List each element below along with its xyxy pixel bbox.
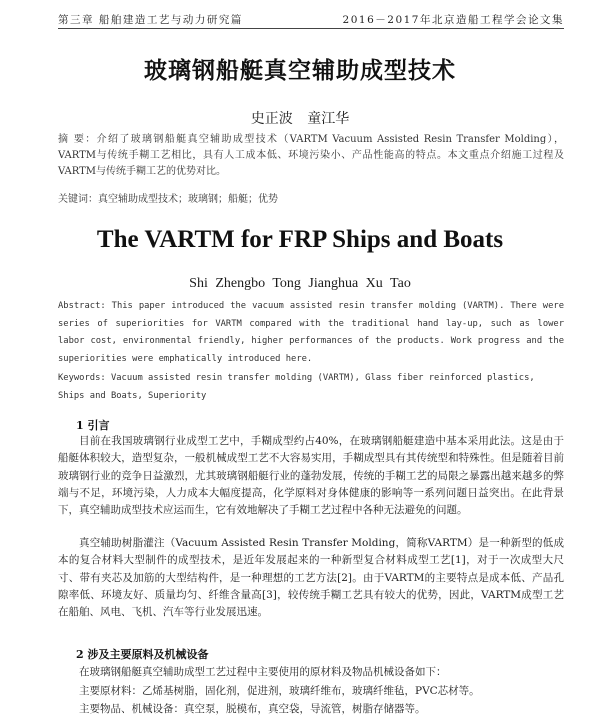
chinese-abstract-label: 摘 要：	[58, 134, 97, 145]
section-1-paragraph-2: 真空辅助树脂灌注（Vacuum Assisted Resin Transfer Molding，简称VARTM）是一种新型的低成本的复合材料大型制件的成型技术，是近年发展起来的一种新型复合材料成型工艺[1]，对于一次成型大尺寸、带有夹芯及加筋的大型结构件，是一种理想的工艺方法[2]。由于VARTM的主要特点是成本低、产品孔隙率低、环境友好、质量均匀、纤维含量高[3]，较传统手糊工艺具有较大的优势，因此，VARTM成型工艺在船舶、风电、飞机、汽车等行业发展迅速。	[58, 537, 564, 619]
list-item-text: 真空泵，脱模布，真空袋，导流管，树脂存储器等。	[184, 703, 426, 715]
list-item-label: 主要物品、机械设备：	[79, 703, 184, 715]
header-divider	[58, 28, 564, 29]
chinese-abstract	[58, 132, 564, 180]
chinese-authors: 史正波 童江华	[250, 111, 350, 127]
english-abstract-label: Abstract:	[58, 301, 106, 311]
running-head	[58, 12, 564, 27]
list-item	[58, 700, 564, 719]
english-keywords-label: Keywords:	[58, 373, 106, 383]
chinese-keywords-label: 关键词：	[58, 194, 98, 205]
english-keywords	[58, 370, 564, 405]
english-authors: Shi Zhengbo Tong Jianghua Xu Tao	[189, 276, 411, 291]
english-abstract	[58, 298, 564, 368]
section-2-intro: 在玻璃钢船艇真空辅助成型工艺过程中主要使用的原材料及物品机械设备如下：	[79, 666, 447, 678]
running-head-right: 2016－2017年北京造船工程学会论文集	[342, 14, 564, 26]
list-item-text: 乙烯基树脂，固化剂，促进剂，玻璃纤维布，玻璃纤维毡，PVC芯材等。	[142, 684, 480, 697]
chinese-title: 玻璃钢船艇真空辅助成型技术	[144, 57, 456, 84]
list-item-label: 主要原材料：	[79, 684, 142, 697]
chinese-keywords-text: 真空辅助成型技术；玻璃钢；船艇；优势	[98, 194, 278, 205]
running-head-left: 第三章 船舶建造工艺与动力研究篇	[58, 14, 243, 26]
section-1-paragraph-1: 目前在我国玻璃钢行业成型工艺中，手糊成型约占40%，在玻璃钢船艇建造中基本采用此法。这是由于船艇体积较大，造型复杂，一般机械成型工艺不大容易实用，手糊成型具有其传统型和特殊性。但是随着目前玻璃钢行业的竞争日益激烈，尤其玻璃钢船艇行业的蓬勃发展，传统的手糊工艺的局限之暴露出越来越多的弊端与不足，环境污染，人力成本大幅度提高，化学原料对身体健康的影响等一系列问题日益突出。在此背景下，真空辅助成型技术应运而生，它有效地解决了手糊工艺过程中各种无法避免的问题。	[58, 435, 564, 517]
section-2-body	[58, 663, 564, 719]
english-abstract-text: This paper introduced the vacuum assisted resin transfer molding (VARTM). There were series of superiorities for VARTM compared with the traditional hand lay-up, such as lower labor cost, environmental friendly, higher performances of the products. Work progress and the superiorities were emphatically introduced here.	[58, 301, 564, 364]
english-keywords-text: Vacuum assisted resin transfer molding (VARTM), Glass fiber reinforced plastics, Ships and Boats, Superiority	[58, 373, 535, 401]
chinese-keywords	[58, 190, 564, 205]
list-item	[58, 682, 564, 701]
chinese-abstract-text: 介绍了玻璃钢船艇真空辅助成型技术（VARTM Vacuum Assisted Resin Transfer Molding），VARTM与传统手糊工艺相比，具有人工成本低、环境污染小、产品性能高的特点。本文重点介绍施工过程及VARTM与传统手糊工艺的优势对比。	[58, 134, 564, 177]
english-title: The VARTM for FRP Ships and Boats	[96, 226, 504, 253]
section-1-heading: 1 引言	[76, 419, 110, 432]
section-2-heading: 2 涉及主要原料及机械设备	[76, 648, 209, 661]
